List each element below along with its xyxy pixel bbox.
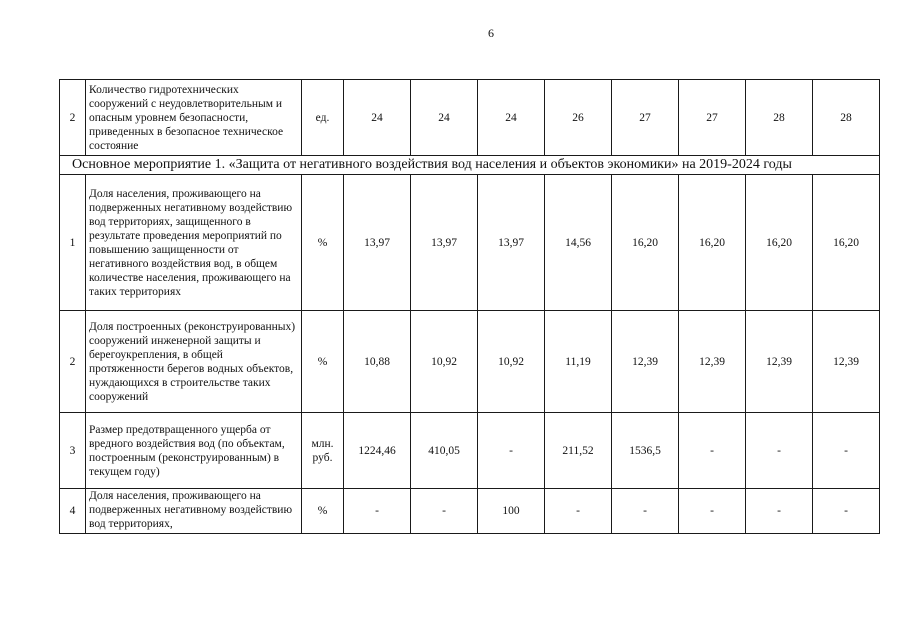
value-cell: 11,19 (545, 311, 612, 413)
value-cell: - (813, 413, 880, 489)
unit-cell: млн. руб. (302, 413, 344, 489)
row-number: 3 (60, 413, 86, 489)
table-row (60, 80, 880, 156)
indicator-name: Доля населения, проживающего на подверженных негативному воздействию вод территориях, защищенного в результате проведения мероприятий по повышению защищенности от негативного воздействия вод, в общем количестве населения, проживающего на таких территориях (86, 175, 302, 311)
unit-cell: % (302, 175, 344, 311)
value-cell: 16,20 (612, 175, 679, 311)
value-cell: 12,39 (679, 311, 746, 413)
value-cell: 26 (545, 80, 612, 156)
value-cell: - (746, 413, 813, 489)
indicator-name: Количество гидротехнических сооружений с неудовлетворительным и опасным уровнем безопасности, приведенных в безопасное техническое состояние (86, 80, 302, 156)
value-cell: - (344, 489, 411, 534)
value-cell: 16,20 (679, 175, 746, 311)
value-cell: 14,56 (545, 175, 612, 311)
value-cell: - (813, 489, 880, 534)
table-row (60, 489, 880, 534)
value-cell: 410,05 (411, 413, 478, 489)
value-cell: 16,20 (813, 175, 880, 311)
value-cell: 10,92 (478, 311, 545, 413)
value-cell: - (612, 489, 679, 534)
unit-cell: % (302, 311, 344, 413)
value-cell: 24 (478, 80, 545, 156)
indicator-name: Размер предотвращенного ущерба от вредного воздействия вод (по объектам, построенным (реконструированным) в текущем году) (86, 413, 302, 489)
value-cell: 10,88 (344, 311, 411, 413)
value-cell: 12,39 (746, 311, 813, 413)
unit-cell: % (302, 489, 344, 534)
row-number: 4 (60, 489, 86, 534)
indicators-table (59, 79, 880, 534)
indicator-name: Доля населения, проживающего на подверженных негативному воздействию вод территориях, (86, 489, 302, 534)
table-row (60, 413, 880, 489)
value-cell: 12,39 (813, 311, 880, 413)
value-cell: 13,97 (478, 175, 545, 311)
value-cell: 28 (746, 80, 813, 156)
value-cell: - (411, 489, 478, 534)
value-cell: 28 (813, 80, 880, 156)
value-cell: 1224,46 (344, 413, 411, 489)
value-cell: 12,39 (612, 311, 679, 413)
value-cell: 16,20 (746, 175, 813, 311)
value-cell: 10,92 (411, 311, 478, 413)
page-number: 6 (488, 26, 494, 40)
value-cell: - (746, 489, 813, 534)
section-title: Основное мероприятие 1. «Защита от негативного воздействия вод населения и объектов экономики» на 2019-2024 годы (60, 156, 880, 175)
value-cell: 24 (344, 80, 411, 156)
value-cell: - (679, 489, 746, 534)
row-number: 2 (60, 80, 86, 156)
indicator-name: Доля построенных (реконструированных) сооружений инженерной защиты и берегоукрепления, в общей протяженности берегов водных объектов, нуждающихся в строительстве таких сооружений (86, 311, 302, 413)
value-cell: - (679, 413, 746, 489)
value-cell: - (478, 413, 545, 489)
section-row (60, 156, 880, 175)
value-cell: 24 (411, 80, 478, 156)
value-cell: - (545, 489, 612, 534)
table-row (60, 175, 880, 311)
value-cell: 13,97 (411, 175, 478, 311)
row-number: 2 (60, 311, 86, 413)
row-number: 1 (60, 175, 86, 311)
value-cell: 27 (612, 80, 679, 156)
value-cell: 211,52 (545, 413, 612, 489)
value-cell: 27 (679, 80, 746, 156)
unit-cell: ед. (302, 80, 344, 156)
table-row (60, 311, 880, 413)
value-cell: 1536,5 (612, 413, 679, 489)
value-cell: 100 (478, 489, 545, 534)
value-cell: 13,97 (344, 175, 411, 311)
